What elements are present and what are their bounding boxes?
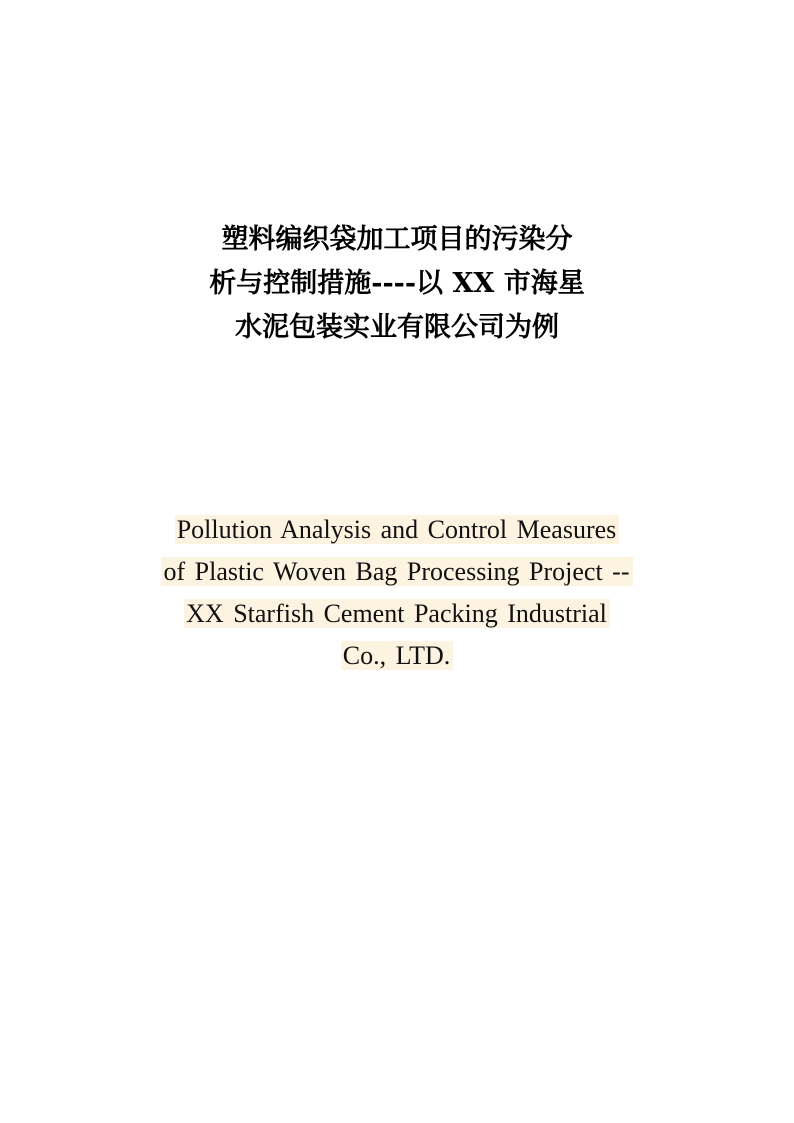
english-title-line-1: Pollution Analysis and Control Measures [175,515,620,544]
chinese-title-line-3: 水泥包装实业有限公司为例 [235,312,559,343]
english-title [0,509,794,677]
english-title-line-1-wrapper [0,509,794,551]
chinese-title [0,218,794,350]
chinese-title-line-1: 塑料编织袋加工项目的污染分 [221,224,573,255]
chinese-title-line-2: 析与控制措施----以 XX 市海星 [209,268,585,299]
english-title-line-2: of Plastic Woven Bag Processing Project -- [161,557,632,586]
english-title-line-4: Co., LTD. [341,641,454,670]
english-title-line-3-wrapper [0,593,794,635]
english-title-line-2-wrapper [0,551,794,593]
english-title-line-3: XX Starfish Cement Packing Industrial [184,599,610,628]
english-title-line-4-wrapper [0,635,794,677]
